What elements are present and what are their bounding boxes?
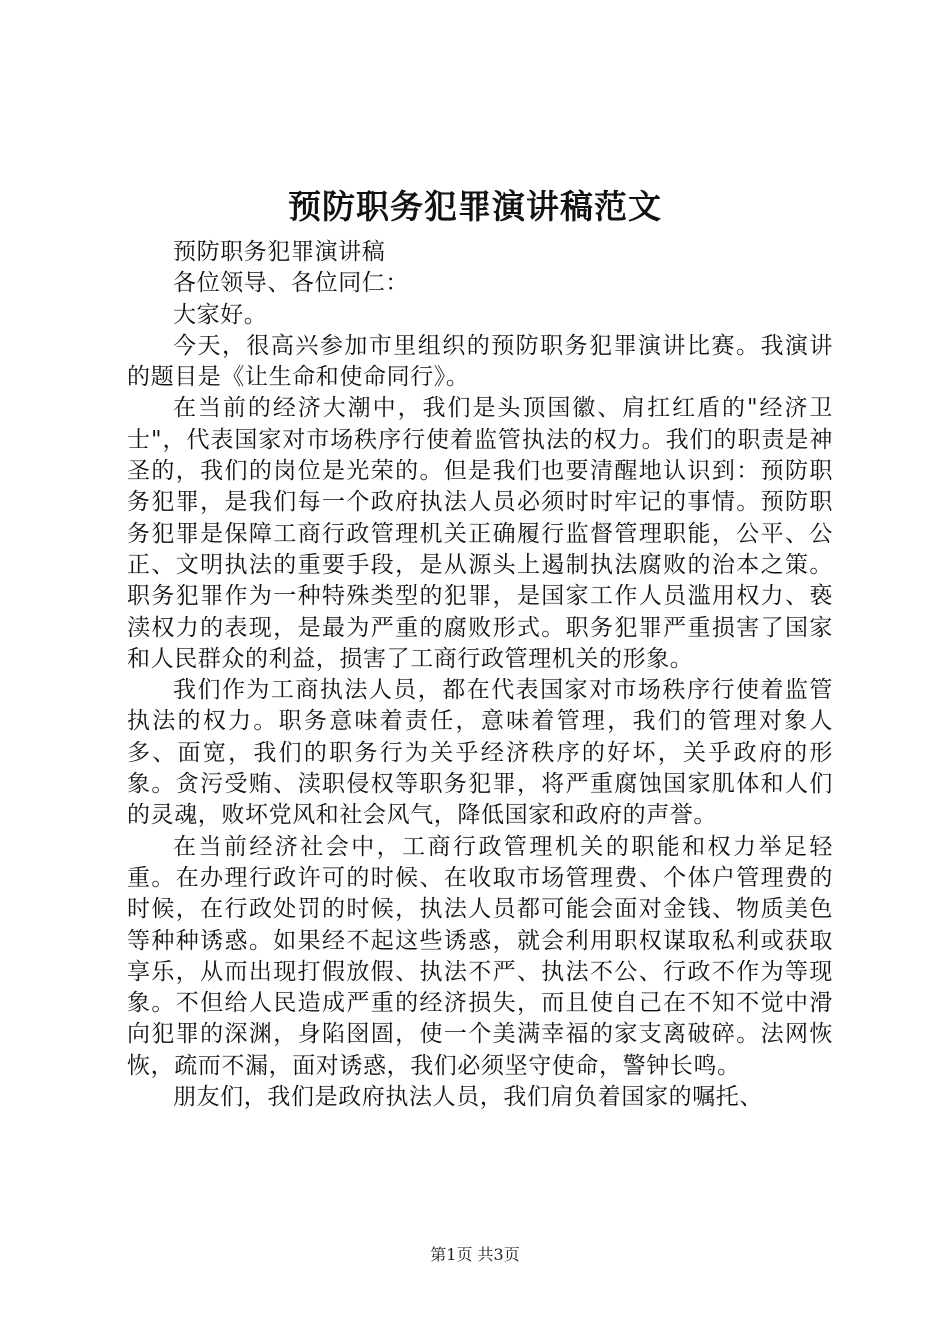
paragraph-body: 朋友们，我们是政府执法人员，我们肩负着国家的嘱托、 bbox=[173, 1084, 763, 1111]
document-title: 预防职务犯罪演讲稿范文 bbox=[288, 187, 662, 226]
paragraph-body: 我们作为工商执法人员，都在代表国家对市场秩序行使着监管执法的权力。职务意味着责任，意味着管理，我们的管理对象人多、面宽，我们的职务行为关乎经济秩序的好坏，关乎政府的形象。贪污受贿、渎职侵权等职务犯罪，将严重腐蚀国家肌体和人们的灵魂，败坏党风和社会风气，降低国家和政府的声誉。 bbox=[127, 677, 833, 829]
paragraph-salutation: 各位领导、各位同仁： bbox=[173, 270, 409, 297]
paragraph-intro: 今天，很高兴参加市里组织的预防职务犯罪演讲比赛。我演讲的题目是《让生命和使命同行》。 bbox=[127, 332, 833, 391]
paragraph-subtitle: 预防职务犯罪演讲稿 bbox=[173, 239, 386, 265]
paragraph-greeting: 大家好。 bbox=[173, 301, 268, 328]
document-body bbox=[127, 237, 833, 1113]
page-footer: 第1页 共3页 bbox=[430, 1245, 520, 1264]
paragraph-body: 在当前经济社会中，工商行政管理机关的职能和权力举足轻重。在办理行政许可的时候、在收取市场管理费、个体户管理费的时候，在行政处罚的时候，执法人员都可能会面对金钱、物质美色等种种诱惑。如果经不起这些诱惑，就会利用职权谋取私利或获取享乐，从而出现打假放假、执法不严、执法不公、行政不作为等现象。不但给人民造成严重的经济损失，而且使自己在不知不觉中滑向犯罪的深渊，身陷囹圄，使一个美满幸福的家支离破碎。法网恢恢，疏而不漏，面对诱惑，我们必须坚守使命，警钟长鸣。 bbox=[127, 833, 833, 1079]
paragraph-body: 在当前的经济大潮中，我们是头顶国徽、肩扛红盾的"经济卫士"，代表国家对市场秩序行使着监管执法的权力。我们的职责是神圣的，我们的岗位是光荣的。但是我们也要清醒地认识到：预防职务犯罪，是我们每一个政府执法人员必须时时牢记的事情。预防职务犯罪是保障工商行政管理机关正确履行监督管理职能，公平、公正、文明执法的重要手段，是从源头上遏制执法腐败的治本之策。职务犯罪作为一种特殊类型的犯罪，是国家工作人员滥用权力、亵渎权力的表现，是最为严重的腐败形式。职务犯罪严重损害了国家和人民群众的利益，损害了工商行政管理机关的形象。 bbox=[127, 395, 833, 672]
